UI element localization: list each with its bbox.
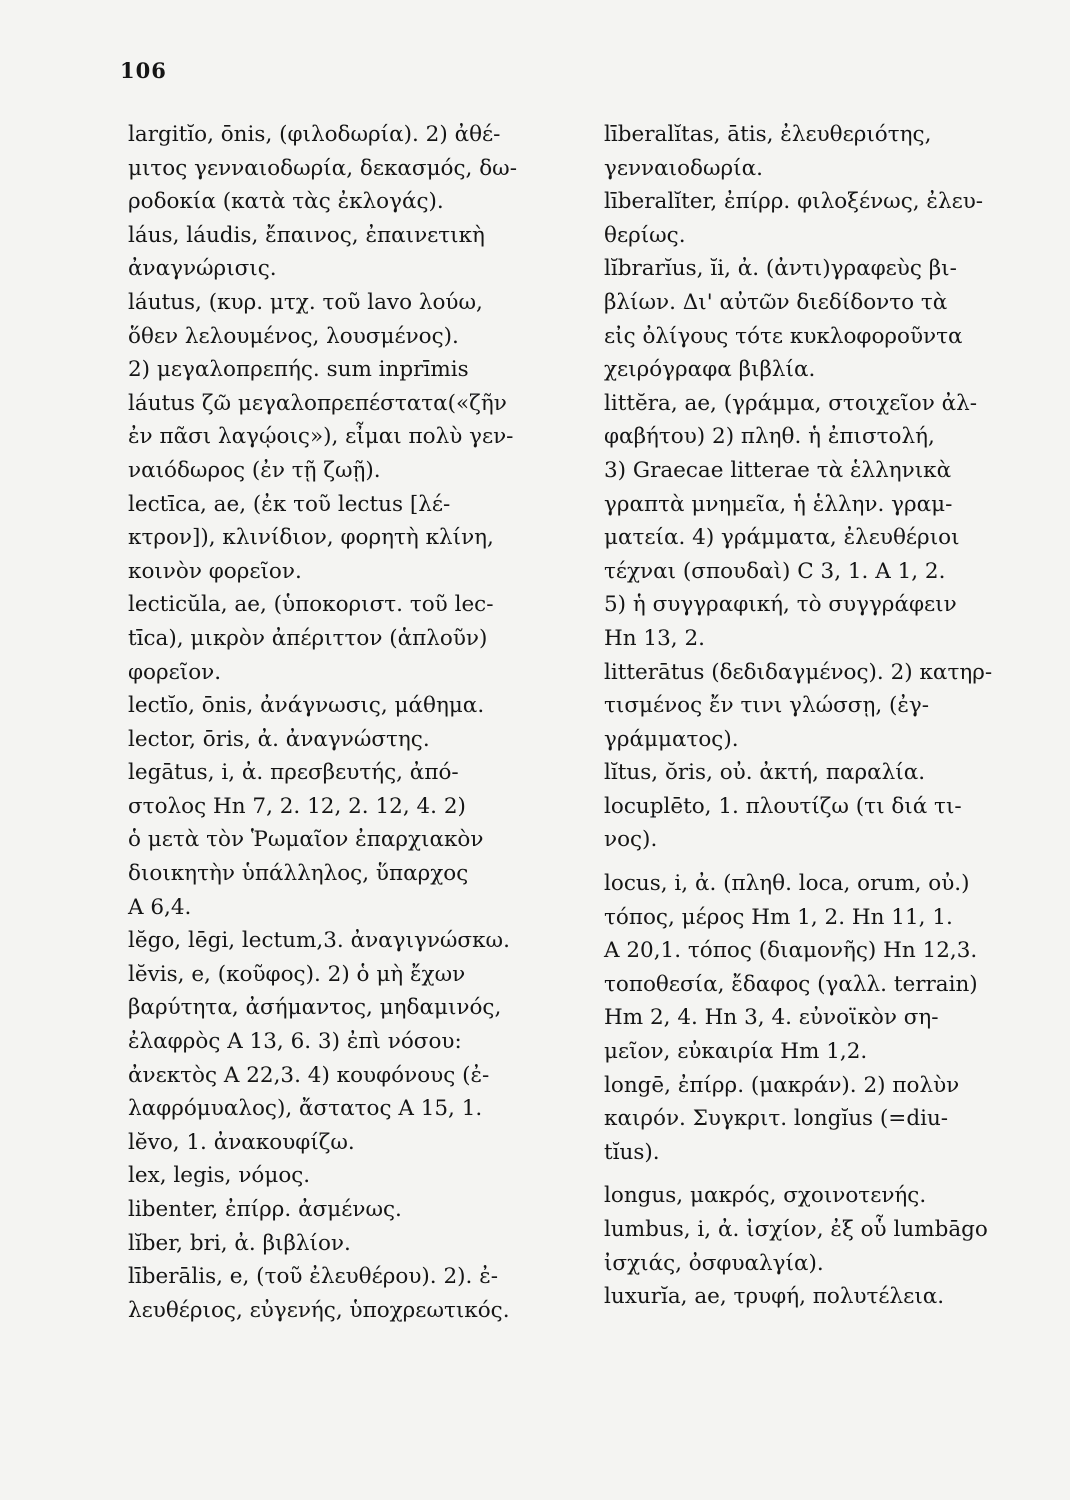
entry-line: Hm 2, 4. Hn 3, 4. εὐνοϊκὸν ση-: [604, 1005, 939, 1031]
entry-line: 5) ἡ συγγραφική, τὸ συγγράφειν: [604, 592, 957, 618]
dictionary-entry: [128, 286, 568, 488]
dictionary-entry: [128, 488, 568, 589]
entry-line: lecticŭla, ae, (ὑποκοριστ. τοῦ lec-: [128, 592, 494, 618]
dictionary-entry: [128, 219, 568, 286]
dictionary-entry: [128, 1260, 568, 1327]
dictionary-entry: [604, 1179, 1024, 1213]
entry-line: luxurĭa, ae, τρυφή, πολυτέλεια.: [604, 1284, 945, 1310]
entry-line: τοποθεσία, ἔδαφος (γαλλ. terrain): [604, 971, 978, 997]
dictionary-entry: [604, 1069, 1024, 1170]
dictionary-entry: [128, 756, 568, 924]
entry-line: līberalĭter, ἐπίρρ. φιλοξένως, ἐλευ-: [604, 189, 984, 215]
entry-line: κτρον]), κλινίδιον, φορητὴ κλίνη,: [128, 525, 494, 551]
entry-line: legātus, i, ἀ. πρεσβευτής, ἀπό-: [128, 760, 459, 786]
entry-line: lectīca, ae, (ἐκ τοῦ lectus [λέ-: [128, 491, 451, 517]
dictionary-entry: [128, 924, 568, 958]
entry-line: Hn 13, 2.: [604, 625, 705, 651]
entry-line: A 6,4.: [128, 894, 192, 920]
entry-line: lectĭo, ōnis, ἀνάγνωσις, μάθημα.: [128, 693, 485, 719]
entry-line: 3) Graecae litterae τὰ ἑλληνικὰ: [604, 457, 952, 483]
entry-line: longus, μακρός, σχοινοτενής.: [604, 1183, 927, 1209]
entry-line: láutus, (κυρ. μτχ. τοῦ lavo λούω,: [128, 289, 483, 315]
entry-line: locuplēto, 1. πλουτίζω (τι διά τι-: [604, 793, 962, 819]
dictionary-entry: [604, 118, 1024, 185]
entry-line: locus, i, ἀ. (πληθ. loca, orum, οὐ.): [604, 871, 970, 897]
dictionary-entry: [604, 252, 1024, 386]
entry-line: ὁ μετὰ τὸν Ῥωμαῖον ἐπαρχιακὸν: [128, 827, 484, 853]
entry-line: κοινὸν φορεῖον.: [128, 558, 302, 584]
entry-line: lex, legis, νόμος.: [128, 1163, 311, 1189]
entry-line: θερίως.: [604, 222, 686, 248]
dictionary-entry: [128, 588, 568, 689]
entry-line: βλίων. Δι' αὐτῶν διεδίδοντο τὰ: [604, 289, 948, 315]
entry-line: ἀνεκτὸς A 22,3. 4) κουφόνους (ἐ-: [128, 1062, 490, 1088]
entry-line: γενναιοδωρία.: [604, 155, 763, 181]
entry-line: διοικητὴν ὑπάλληλος, ὕπαρχος: [128, 861, 469, 887]
entry-line: ἐλαφρὸς A 13, 6. 3) ἐπὶ νόσου:: [128, 1029, 462, 1055]
entry-line: τόπος, μέρος Hm 1, 2. Hn 11, 1.: [604, 904, 953, 930]
dictionary-entry: [604, 656, 1024, 757]
entry-line: ροδοκία (κατὰ τὰς ἐκλογάς).: [128, 189, 444, 215]
entry-line: φορεῖον.: [128, 659, 222, 685]
entry-line: lĭber, bri, ἀ. βιβλίον.: [128, 1230, 351, 1256]
entry-line: τέχναι (σπουδαὶ) C 3, 1. A 1, 2.: [604, 558, 946, 584]
left-column: [128, 118, 568, 1327]
entry-line: στολος Hn 7, 2. 12, 2. 12, 4. 2): [128, 793, 466, 819]
entry-line: láus, láudis, ἔπαινος, ἐπαινετικὴ: [128, 222, 485, 248]
entry-line: νος).: [604, 827, 658, 853]
dictionary-entry: [604, 1213, 1024, 1280]
entry-line: λευθέριος, εὐγενής, ὑποχρεωτικός.: [128, 1297, 510, 1323]
dictionary-entry: [128, 118, 568, 219]
entry-line: largitĭo, ōnis, (φιλοδωρία). 2) ἀθέ-: [128, 122, 501, 147]
entry-line: tīca), μικρὸν ἀπέριττον (ἁπλοῦν): [128, 625, 488, 651]
entry-line: ἰσχιάς, ὀσφυαλγία).: [604, 1250, 824, 1276]
dictionary-entry: [604, 790, 1024, 857]
entry-line: καιρόν. Συγκριτ. longĭus (=diu-: [604, 1106, 949, 1132]
entry-line: litterātus (δεδιδαγμένος). 2) κατηρ-: [604, 659, 993, 685]
dictionary-entry: [128, 723, 568, 757]
dictionary-entry: [604, 756, 1024, 790]
entry-line: littĕra, ae, (γράμμα, στοιχεῖον ἀλ-: [604, 390, 978, 416]
entry-line: ἀναγνώρισις.: [128, 256, 277, 282]
entry-line: lĕvis, e, (κοῦφος). 2) ὁ μὴ ἔχων: [128, 961, 466, 987]
entry-line: libenter, ἐπίρρ. ἀσμένως.: [128, 1197, 402, 1222]
entry-line: βαρύτητα, ἀσήμαντος, μηδαμινός,: [128, 995, 502, 1021]
entry-line: lector, ōris, ἀ. ἀναγνώστης.: [128, 726, 430, 752]
entry-line: lĕvo, 1. ἀνακουφίζω.: [128, 1129, 355, 1155]
entry-line: lĭbrarĭus, ĭi, ἀ. (ἀντι)γραφεὺς βι-: [604, 256, 957, 282]
entry-line: tĭus).: [604, 1139, 660, 1165]
entry-line: λαφρόμυαλος), ἄστατος A 15, 1.: [128, 1096, 483, 1122]
entry-line: γράμματος).: [604, 726, 739, 752]
right-column: [604, 118, 1024, 1314]
entry-line: ἐν πᾶσι λαγῴοις»), εἶμαι πολὺ γεν-: [128, 424, 514, 450]
entry-line: ματεία. 4) γράμματα, ἐλευθέριοι: [604, 525, 960, 551]
entry-line: ναιόδωρος (ἐν τῇ ζωῇ).: [128, 457, 381, 483]
entry-line: A 20,1. τόπος (διαμονῆς) Hn 12,3.: [604, 938, 978, 964]
dictionary-entry: [128, 1193, 568, 1227]
entry-line: lumbus, i, ἀ. ἰσχίον, ἐξ οὗ lumbāgo: [604, 1217, 988, 1242]
entry-line: līberālis, e, (τοῦ ἐλευθέρου). 2). ἐ-: [128, 1264, 499, 1290]
dictionary-entry: [128, 1227, 568, 1261]
entry-line: μιτος γενναιοδωρία, δεκασμός, δω-: [128, 155, 517, 181]
entry-line: līberalĭtas, ātis, ἐλευθεριότης,: [604, 122, 932, 147]
dictionary-entry: [604, 1280, 1024, 1314]
dictionary-entry: [604, 867, 1024, 1069]
dictionary-entry: [128, 958, 568, 1126]
entry-line: láutus ζῶ μεγαλοπρεπέστατα(«ζῆν: [128, 390, 507, 416]
entry-line: τισμένος ἔν τινι γλώσσῃ, (ἐγ-: [604, 693, 930, 719]
entry-line: μεῖον, εὐκαιρία Hm 1,2.: [604, 1039, 868, 1065]
entry-line: φαβήτου) 2) πληθ. ἡ ἐπιστολή,: [604, 424, 935, 450]
dictionary-entry: [128, 689, 568, 723]
entry-line: lĭtus, ŏris, οὐ. ἀκτή, παραλία.: [604, 760, 926, 786]
page-number: 106: [120, 58, 167, 83]
dictionary-entry: [128, 1126, 568, 1160]
entry-line: longē, ἐπίρρ. (μακράν). 2) πολὺν: [604, 1072, 960, 1098]
entry-line: 2) μεγαλοπρεπής. sum inprīmis: [128, 357, 469, 383]
entry-line: γραπτὰ μνημεῖα, ἡ ἑλλην. γραμ-: [604, 491, 953, 517]
dictionary-entry: [128, 1159, 568, 1193]
entry-line: ὅθεν λελουμένος, λουσμένος).: [128, 323, 459, 349]
dictionary-entry: [604, 185, 1024, 252]
entry-line: lĕgo, lēgi, lectum,3. ἀναγιγνώσκω.: [128, 928, 510, 954]
dictionary-entry: [604, 387, 1024, 656]
entry-line: εἰς ὀλίγους τότε κυκλοφοροῦντα: [604, 323, 963, 349]
entry-line: χειρόγραφα βιβλία.: [604, 357, 816, 383]
